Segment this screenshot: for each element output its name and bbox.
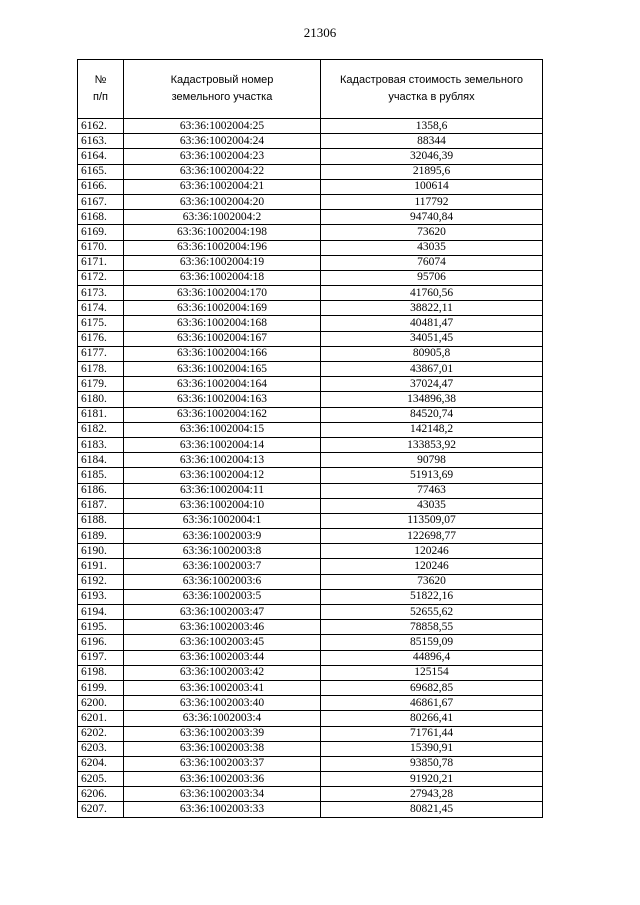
cadastral-number-cell: 63:36:1002004:24 bbox=[124, 134, 321, 149]
cadastral-number-cell: 63:36:1002003:41 bbox=[124, 680, 321, 695]
cadastral-value-cell: 94740,84 bbox=[321, 210, 543, 225]
cadastral-number-cell: 63:36:1002004:165 bbox=[124, 362, 321, 377]
table-body bbox=[78, 119, 543, 818]
table-row bbox=[78, 210, 543, 225]
column-header-value-line1: Кадастровая стоимость земельного bbox=[340, 74, 523, 86]
column-header-cadastral-number bbox=[124, 60, 321, 119]
cadastral-number-cell: 63:36:1002003:39 bbox=[124, 726, 321, 741]
row-number-cell: 6205. bbox=[78, 772, 124, 787]
cadastral-number-cell: 63:36:1002004:169 bbox=[124, 301, 321, 316]
cadastral-number-cell: 63:36:1002003:38 bbox=[124, 741, 321, 756]
cadastral-value-cell: 43035 bbox=[321, 498, 543, 513]
table-row bbox=[78, 802, 543, 817]
table-row bbox=[78, 316, 543, 331]
table-row bbox=[78, 756, 543, 771]
table-row bbox=[78, 453, 543, 468]
table-row bbox=[78, 301, 543, 316]
table-row bbox=[78, 589, 543, 604]
cadastral-value-cell: 43035 bbox=[321, 240, 543, 255]
cadastral-number-cell: 63:36:1002004:12 bbox=[124, 468, 321, 483]
table-row bbox=[78, 407, 543, 422]
row-number-cell: 6199. bbox=[78, 680, 124, 695]
column-header-cadastral-line1: Кадастровый номер bbox=[170, 74, 274, 86]
column-header-cadastral-line2: земельного участка bbox=[171, 91, 273, 103]
cadastral-number-cell: 63:36:1002004:168 bbox=[124, 316, 321, 331]
cadastral-number-cell: 63:36:1002004:163 bbox=[124, 392, 321, 407]
cadastral-number-cell: 63:36:1002004:14 bbox=[124, 437, 321, 452]
row-number-cell: 6183. bbox=[78, 437, 124, 452]
row-number-cell: 6204. bbox=[78, 756, 124, 771]
cadastral-value-cell: 44896,4 bbox=[321, 650, 543, 665]
cadastral-number-cell: 63:36:1002003:8 bbox=[124, 544, 321, 559]
row-number-cell: 6167. bbox=[78, 194, 124, 209]
cadastral-value-cell: 134896,38 bbox=[321, 392, 543, 407]
column-header-number-line2: п/п bbox=[93, 91, 108, 103]
table-row bbox=[78, 119, 543, 134]
cadastral-value-cell: 21895,6 bbox=[321, 164, 543, 179]
row-number-cell: 6170. bbox=[78, 240, 124, 255]
table-row bbox=[78, 149, 543, 164]
table-row bbox=[78, 286, 543, 301]
cadastral-number-cell: 63:36:1002004:23 bbox=[124, 149, 321, 164]
table-row bbox=[78, 134, 543, 149]
table-header bbox=[78, 60, 543, 119]
row-number-cell: 6189. bbox=[78, 529, 124, 544]
column-header-value-line2: участка в рублях bbox=[388, 91, 475, 103]
row-number-cell: 6162. bbox=[78, 119, 124, 134]
cadastral-value-cell: 90798 bbox=[321, 453, 543, 468]
cadastral-value-cell: 38822,11 bbox=[321, 301, 543, 316]
cadastral-value-cell: 71761,44 bbox=[321, 726, 543, 741]
row-number-cell: 6196. bbox=[78, 635, 124, 650]
cadastral-number-cell: 63:36:1002004:10 bbox=[124, 498, 321, 513]
cadastral-value-cell: 27943,28 bbox=[321, 787, 543, 802]
cadastral-number-cell: 63:36:1002004:164 bbox=[124, 377, 321, 392]
cadastral-value-cell: 84520,74 bbox=[321, 407, 543, 422]
cadastral-value-table bbox=[77, 59, 543, 818]
row-number-cell: 6195. bbox=[78, 620, 124, 635]
table-row bbox=[78, 225, 543, 240]
table-row bbox=[78, 741, 543, 756]
column-header-number bbox=[78, 60, 124, 119]
row-number-cell: 6206. bbox=[78, 787, 124, 802]
table-row bbox=[78, 179, 543, 194]
table-row bbox=[78, 574, 543, 589]
row-number-cell: 6188. bbox=[78, 513, 124, 528]
cadastral-value-cell: 77463 bbox=[321, 483, 543, 498]
cadastral-value-cell: 80266,41 bbox=[321, 711, 543, 726]
table-row bbox=[78, 772, 543, 787]
cadastral-value-cell: 91920,21 bbox=[321, 772, 543, 787]
table-row bbox=[78, 331, 543, 346]
cadastral-value-cell: 100614 bbox=[321, 179, 543, 194]
cadastral-value-cell: 142148,2 bbox=[321, 422, 543, 437]
row-number-cell: 6172. bbox=[78, 270, 124, 285]
cadastral-value-cell: 120246 bbox=[321, 559, 543, 574]
cadastral-value-cell: 51822,16 bbox=[321, 589, 543, 604]
row-number-cell: 6166. bbox=[78, 179, 124, 194]
cadastral-number-cell: 63:36:1002003:5 bbox=[124, 589, 321, 604]
cadastral-value-cell: 113509,07 bbox=[321, 513, 543, 528]
cadastral-number-cell: 63:36:1002004:19 bbox=[124, 255, 321, 270]
cadastral-number-cell: 63:36:1002004:166 bbox=[124, 346, 321, 361]
cadastral-number-cell: 63:36:1002003:44 bbox=[124, 650, 321, 665]
cadastral-value-cell: 76074 bbox=[321, 255, 543, 270]
row-number-cell: 6203. bbox=[78, 741, 124, 756]
table-row bbox=[78, 164, 543, 179]
cadastral-number-cell: 63:36:1002003:36 bbox=[124, 772, 321, 787]
cadastral-number-cell: 63:36:1002003:46 bbox=[124, 620, 321, 635]
cadastral-value-cell: 40481,47 bbox=[321, 316, 543, 331]
row-number-cell: 6169. bbox=[78, 225, 124, 240]
cadastral-value-cell: 15390,91 bbox=[321, 741, 543, 756]
table-row bbox=[78, 362, 543, 377]
table-row bbox=[78, 270, 543, 285]
table-row bbox=[78, 513, 543, 528]
row-number-cell: 6187. bbox=[78, 498, 124, 513]
row-number-cell: 6176. bbox=[78, 331, 124, 346]
cadastral-number-cell: 63:36:1002003:34 bbox=[124, 787, 321, 802]
page-number: 21306 bbox=[303, 25, 337, 40]
cadastral-value-cell: 122698,77 bbox=[321, 529, 543, 544]
table-row bbox=[78, 483, 543, 498]
table-row bbox=[78, 255, 543, 270]
cadastral-value-cell: 125154 bbox=[321, 665, 543, 680]
row-number-cell: 6165. bbox=[78, 164, 124, 179]
table-row bbox=[78, 194, 543, 209]
table-row bbox=[78, 726, 543, 741]
cadastral-value-cell: 93850,78 bbox=[321, 756, 543, 771]
row-number-cell: 6177. bbox=[78, 346, 124, 361]
row-number-cell: 6207. bbox=[78, 802, 124, 817]
cadastral-number-cell: 63:36:1002004:162 bbox=[124, 407, 321, 422]
cadastral-value-cell: 41760,56 bbox=[321, 286, 543, 301]
cadastral-number-cell: 63:36:1002004:25 bbox=[124, 119, 321, 134]
cadastral-number-cell: 63:36:1002004:20 bbox=[124, 194, 321, 209]
row-number-cell: 6192. bbox=[78, 574, 124, 589]
cadastral-number-cell: 63:36:1002003:47 bbox=[124, 605, 321, 620]
cadastral-number-cell: 63:36:1002004:22 bbox=[124, 164, 321, 179]
cadastral-value-cell: 1358,6 bbox=[321, 119, 543, 134]
cadastral-value-cell: 37024,47 bbox=[321, 377, 543, 392]
row-number-cell: 6202. bbox=[78, 726, 124, 741]
row-number-cell: 6179. bbox=[78, 377, 124, 392]
cadastral-number-cell: 63:36:1002004:198 bbox=[124, 225, 321, 240]
row-number-cell: 6164. bbox=[78, 149, 124, 164]
table-row bbox=[78, 680, 543, 695]
cadastral-number-cell: 63:36:1002003:6 bbox=[124, 574, 321, 589]
cadastral-number-cell: 63:36:1002003:45 bbox=[124, 635, 321, 650]
row-number-cell: 6200. bbox=[78, 696, 124, 711]
cadastral-value-cell: 80821,45 bbox=[321, 802, 543, 817]
cadastral-number-cell: 63:36:1002003:33 bbox=[124, 802, 321, 817]
row-number-cell: 6174. bbox=[78, 301, 124, 316]
column-header-number-line1: № bbox=[94, 74, 107, 86]
table-row bbox=[78, 422, 543, 437]
table-row bbox=[78, 650, 543, 665]
cadastral-value-cell: 78858,55 bbox=[321, 620, 543, 635]
row-number-cell: 6178. bbox=[78, 362, 124, 377]
cadastral-value-cell: 117792 bbox=[321, 194, 543, 209]
row-number-cell: 6182. bbox=[78, 422, 124, 437]
cadastral-number-cell: 63:36:1002004:15 bbox=[124, 422, 321, 437]
table-row bbox=[78, 498, 543, 513]
cadastral-number-cell: 63:36:1002003:9 bbox=[124, 529, 321, 544]
row-number-cell: 6186. bbox=[78, 483, 124, 498]
row-number-cell: 6175. bbox=[78, 316, 124, 331]
row-number-cell: 6190. bbox=[78, 544, 124, 559]
table-row bbox=[78, 529, 543, 544]
cadastral-number-cell: 63:36:1002003:42 bbox=[124, 665, 321, 680]
row-number-cell: 6163. bbox=[78, 134, 124, 149]
table-row bbox=[78, 392, 543, 407]
cadastral-number-cell: 63:36:1002004:21 bbox=[124, 179, 321, 194]
row-number-cell: 6194. bbox=[78, 605, 124, 620]
table-row bbox=[78, 620, 543, 635]
cadastral-value-cell: 133853,92 bbox=[321, 437, 543, 452]
cadastral-value-cell: 73620 bbox=[321, 225, 543, 240]
cadastral-number-cell: 63:36:1002004:13 bbox=[124, 453, 321, 468]
table-row bbox=[78, 711, 543, 726]
cadastral-number-cell: 63:36:1002003:7 bbox=[124, 559, 321, 574]
row-number-cell: 6171. bbox=[78, 255, 124, 270]
cadastral-value-cell: 69682,85 bbox=[321, 680, 543, 695]
cadastral-number-cell: 63:36:1002004:167 bbox=[124, 331, 321, 346]
row-number-cell: 6184. bbox=[78, 453, 124, 468]
cadastral-number-cell: 63:36:1002003:4 bbox=[124, 711, 321, 726]
cadastral-value-cell: 80905,8 bbox=[321, 346, 543, 361]
table-row bbox=[78, 665, 543, 680]
table-header-row bbox=[78, 60, 543, 119]
row-number-cell: 6197. bbox=[78, 650, 124, 665]
cadastral-value-cell: 95706 bbox=[321, 270, 543, 285]
row-number-cell: 6173. bbox=[78, 286, 124, 301]
cadastral-number-cell: 63:36:1002003:40 bbox=[124, 696, 321, 711]
cadastral-value-cell: 51913,69 bbox=[321, 468, 543, 483]
table-row bbox=[78, 635, 543, 650]
table-row bbox=[78, 346, 543, 361]
table-row bbox=[78, 240, 543, 255]
cadastral-value-cell: 120246 bbox=[321, 544, 543, 559]
cadastral-value-cell: 88344 bbox=[321, 134, 543, 149]
cadastral-value-cell: 85159,09 bbox=[321, 635, 543, 650]
column-header-cadastral-value bbox=[321, 60, 543, 119]
cadastral-number-cell: 63:36:1002004:196 bbox=[124, 240, 321, 255]
cadastral-number-cell: 63:36:1002004:170 bbox=[124, 286, 321, 301]
cadastral-value-cell: 43867,01 bbox=[321, 362, 543, 377]
cadastral-number-cell: 63:36:1002004:1 bbox=[124, 513, 321, 528]
cadastral-value-cell: 46861,67 bbox=[321, 696, 543, 711]
row-number-cell: 6193. bbox=[78, 589, 124, 604]
table-row bbox=[78, 437, 543, 452]
cadastral-value-cell: 34051,45 bbox=[321, 331, 543, 346]
row-number-cell: 6168. bbox=[78, 210, 124, 225]
table-row bbox=[78, 544, 543, 559]
cadastral-value-cell: 73620 bbox=[321, 574, 543, 589]
row-number-cell: 6181. bbox=[78, 407, 124, 422]
cadastral-value-cell: 52655,62 bbox=[321, 605, 543, 620]
table-row bbox=[78, 377, 543, 392]
cadastral-number-cell: 63:36:1002004:18 bbox=[124, 270, 321, 285]
cadastral-number-cell: 63:36:1002004:11 bbox=[124, 483, 321, 498]
table-row bbox=[78, 468, 543, 483]
row-number-cell: 6185. bbox=[78, 468, 124, 483]
cadastral-number-cell: 63:36:1002004:2 bbox=[124, 210, 321, 225]
row-number-cell: 6201. bbox=[78, 711, 124, 726]
cadastral-value-cell: 32046,39 bbox=[321, 149, 543, 164]
row-number-cell: 6180. bbox=[78, 392, 124, 407]
cadastral-number-cell: 63:36:1002003:37 bbox=[124, 756, 321, 771]
table-row bbox=[78, 559, 543, 574]
row-number-cell: 6198. bbox=[78, 665, 124, 680]
row-number-cell: 6191. bbox=[78, 559, 124, 574]
table-row bbox=[78, 605, 543, 620]
table-row bbox=[78, 696, 543, 711]
table-row bbox=[78, 787, 543, 802]
